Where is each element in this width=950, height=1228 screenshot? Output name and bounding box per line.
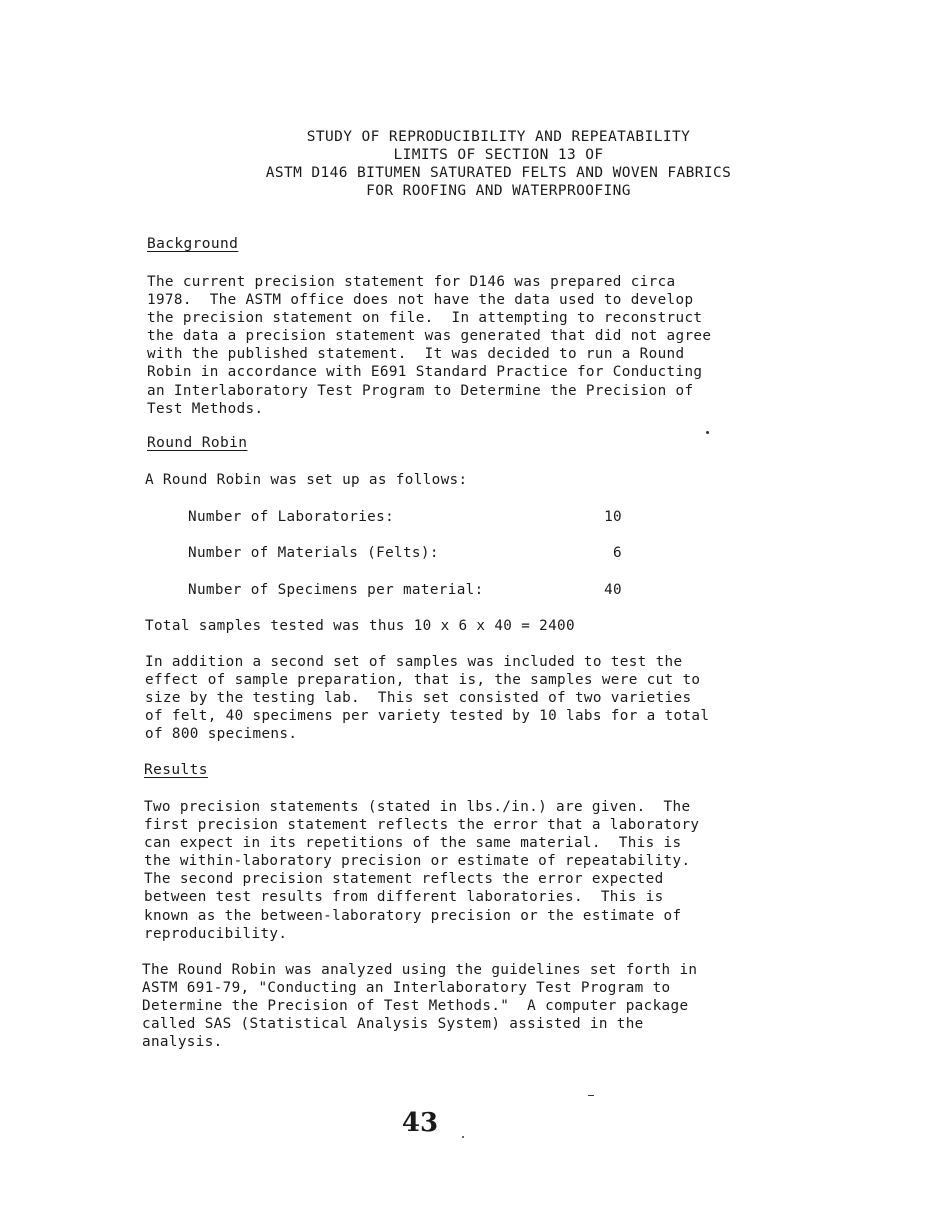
- paragraph-line: the within-laboratory precision or estimate of repeatability.: [144, 853, 691, 870]
- paragraph-line: of felt, 40 specimens per variety tested by 10 labs for a total: [145, 708, 710, 725]
- round-robin-heading: Round Robin: [147, 435, 248, 451]
- results-section: [144, 761, 834, 779]
- paragraph-line: the data a precision statement was generated that did not agree: [147, 328, 712, 345]
- paragraph-line: The Round Robin was analyzed using the guidelines set forth in: [142, 962, 698, 978]
- paragraph-line: between test results from different laboratories. This is: [144, 889, 664, 906]
- paragraph-line: can expect in its repetitions of the same material. This is: [144, 835, 682, 852]
- scan-speck: [706, 431, 709, 434]
- paragraph-line: Two precision statements (stated in lbs./in.) are given. The: [144, 799, 691, 815]
- rr-label-materials: Number of Materials (Felts):: [188, 545, 439, 561]
- paragraph-line: The current precision statement for D146 was prepared circa: [147, 274, 676, 290]
- paragraph-line: first precision statement reflects the error that a laboratory: [144, 817, 700, 834]
- page-number: 43: [401, 1108, 439, 1138]
- paragraph-line: The second precision statement reflects the error expected: [144, 871, 664, 888]
- scan-speck: [462, 1136, 464, 1138]
- paragraph-line: reproducibility.: [144, 925, 288, 942]
- paragraph-line: called SAS (Statistical Analysis System) assisted in the: [142, 1016, 644, 1033]
- round-robin-section: [147, 434, 837, 452]
- background-section: [147, 235, 837, 253]
- rr-value-specimens: 40: [604, 582, 622, 598]
- scan-speck: [588, 1095, 594, 1096]
- rr-label-laboratories: Number of Laboratories:: [188, 509, 395, 525]
- paragraph-line: In addition a second set of samples was included to test the: [145, 654, 683, 670]
- title-line: STUDY OF REPRODUCIBILITY AND REPEATABILITY: [306, 129, 691, 145]
- paragraph-line: 1978. The ASTM office does not have the data used to develop: [147, 292, 694, 309]
- rr-label-specimens: Number of Specimens per material:: [188, 582, 484, 598]
- paragraph-line: of 800 specimens.: [145, 726, 298, 743]
- paragraph-line: ASTM 691-79, "Conducting an Interlaboratory Test Program to: [142, 980, 671, 997]
- paragraph-line: effect of sample preparation, that is, the samples were cut to: [145, 672, 701, 689]
- results-paragraph-2: [142, 961, 832, 1051]
- document-title: [0, 128, 950, 200]
- total-samples-line: Total samples tested was thus 10 x 6 x 40 = 2400: [145, 618, 575, 634]
- paragraph-line: size by the testing lab. This set consisted of two varieties: [145, 690, 692, 707]
- round-robin-intro: A Round Robin was set up as follows:: [145, 472, 468, 488]
- paragraph-line: Robin in accordance with E691 Standard Practice for Conducting: [147, 364, 703, 381]
- paragraph-line: Determine the Precision of Test Methods." A computer package: [142, 998, 689, 1015]
- paragraph-line: the precision statement on file. In attempting to reconstruct: [147, 310, 703, 327]
- title-line: ASTM D146 BITUMEN SATURATED FELTS AND WOVEN FABRICS: [265, 165, 732, 181]
- paragraph-line: an Interlaboratory Test Program to Determine the Precision of: [147, 382, 694, 399]
- paragraph-line: known as the between-laboratory precision or the estimate of: [144, 907, 682, 924]
- results-heading: Results: [144, 762, 208, 778]
- paragraph-line: analysis.: [142, 1034, 223, 1051]
- title-line: LIMITS OF SECTION 13 OF: [393, 147, 604, 163]
- paragraph-line: with the published statement. It was decided to run a Round: [147, 346, 685, 363]
- results-paragraph-1: [144, 798, 834, 943]
- background-paragraph: [147, 273, 837, 418]
- title-line: FOR ROOFING AND WATERPROOFING: [366, 183, 631, 199]
- rr-value-laboratories: 10: [604, 509, 622, 525]
- rr-value-materials: 6: [613, 545, 622, 561]
- addition-paragraph: [145, 653, 835, 743]
- paragraph-line: Test Methods.: [147, 400, 264, 417]
- background-heading: Background: [147, 236, 239, 252]
